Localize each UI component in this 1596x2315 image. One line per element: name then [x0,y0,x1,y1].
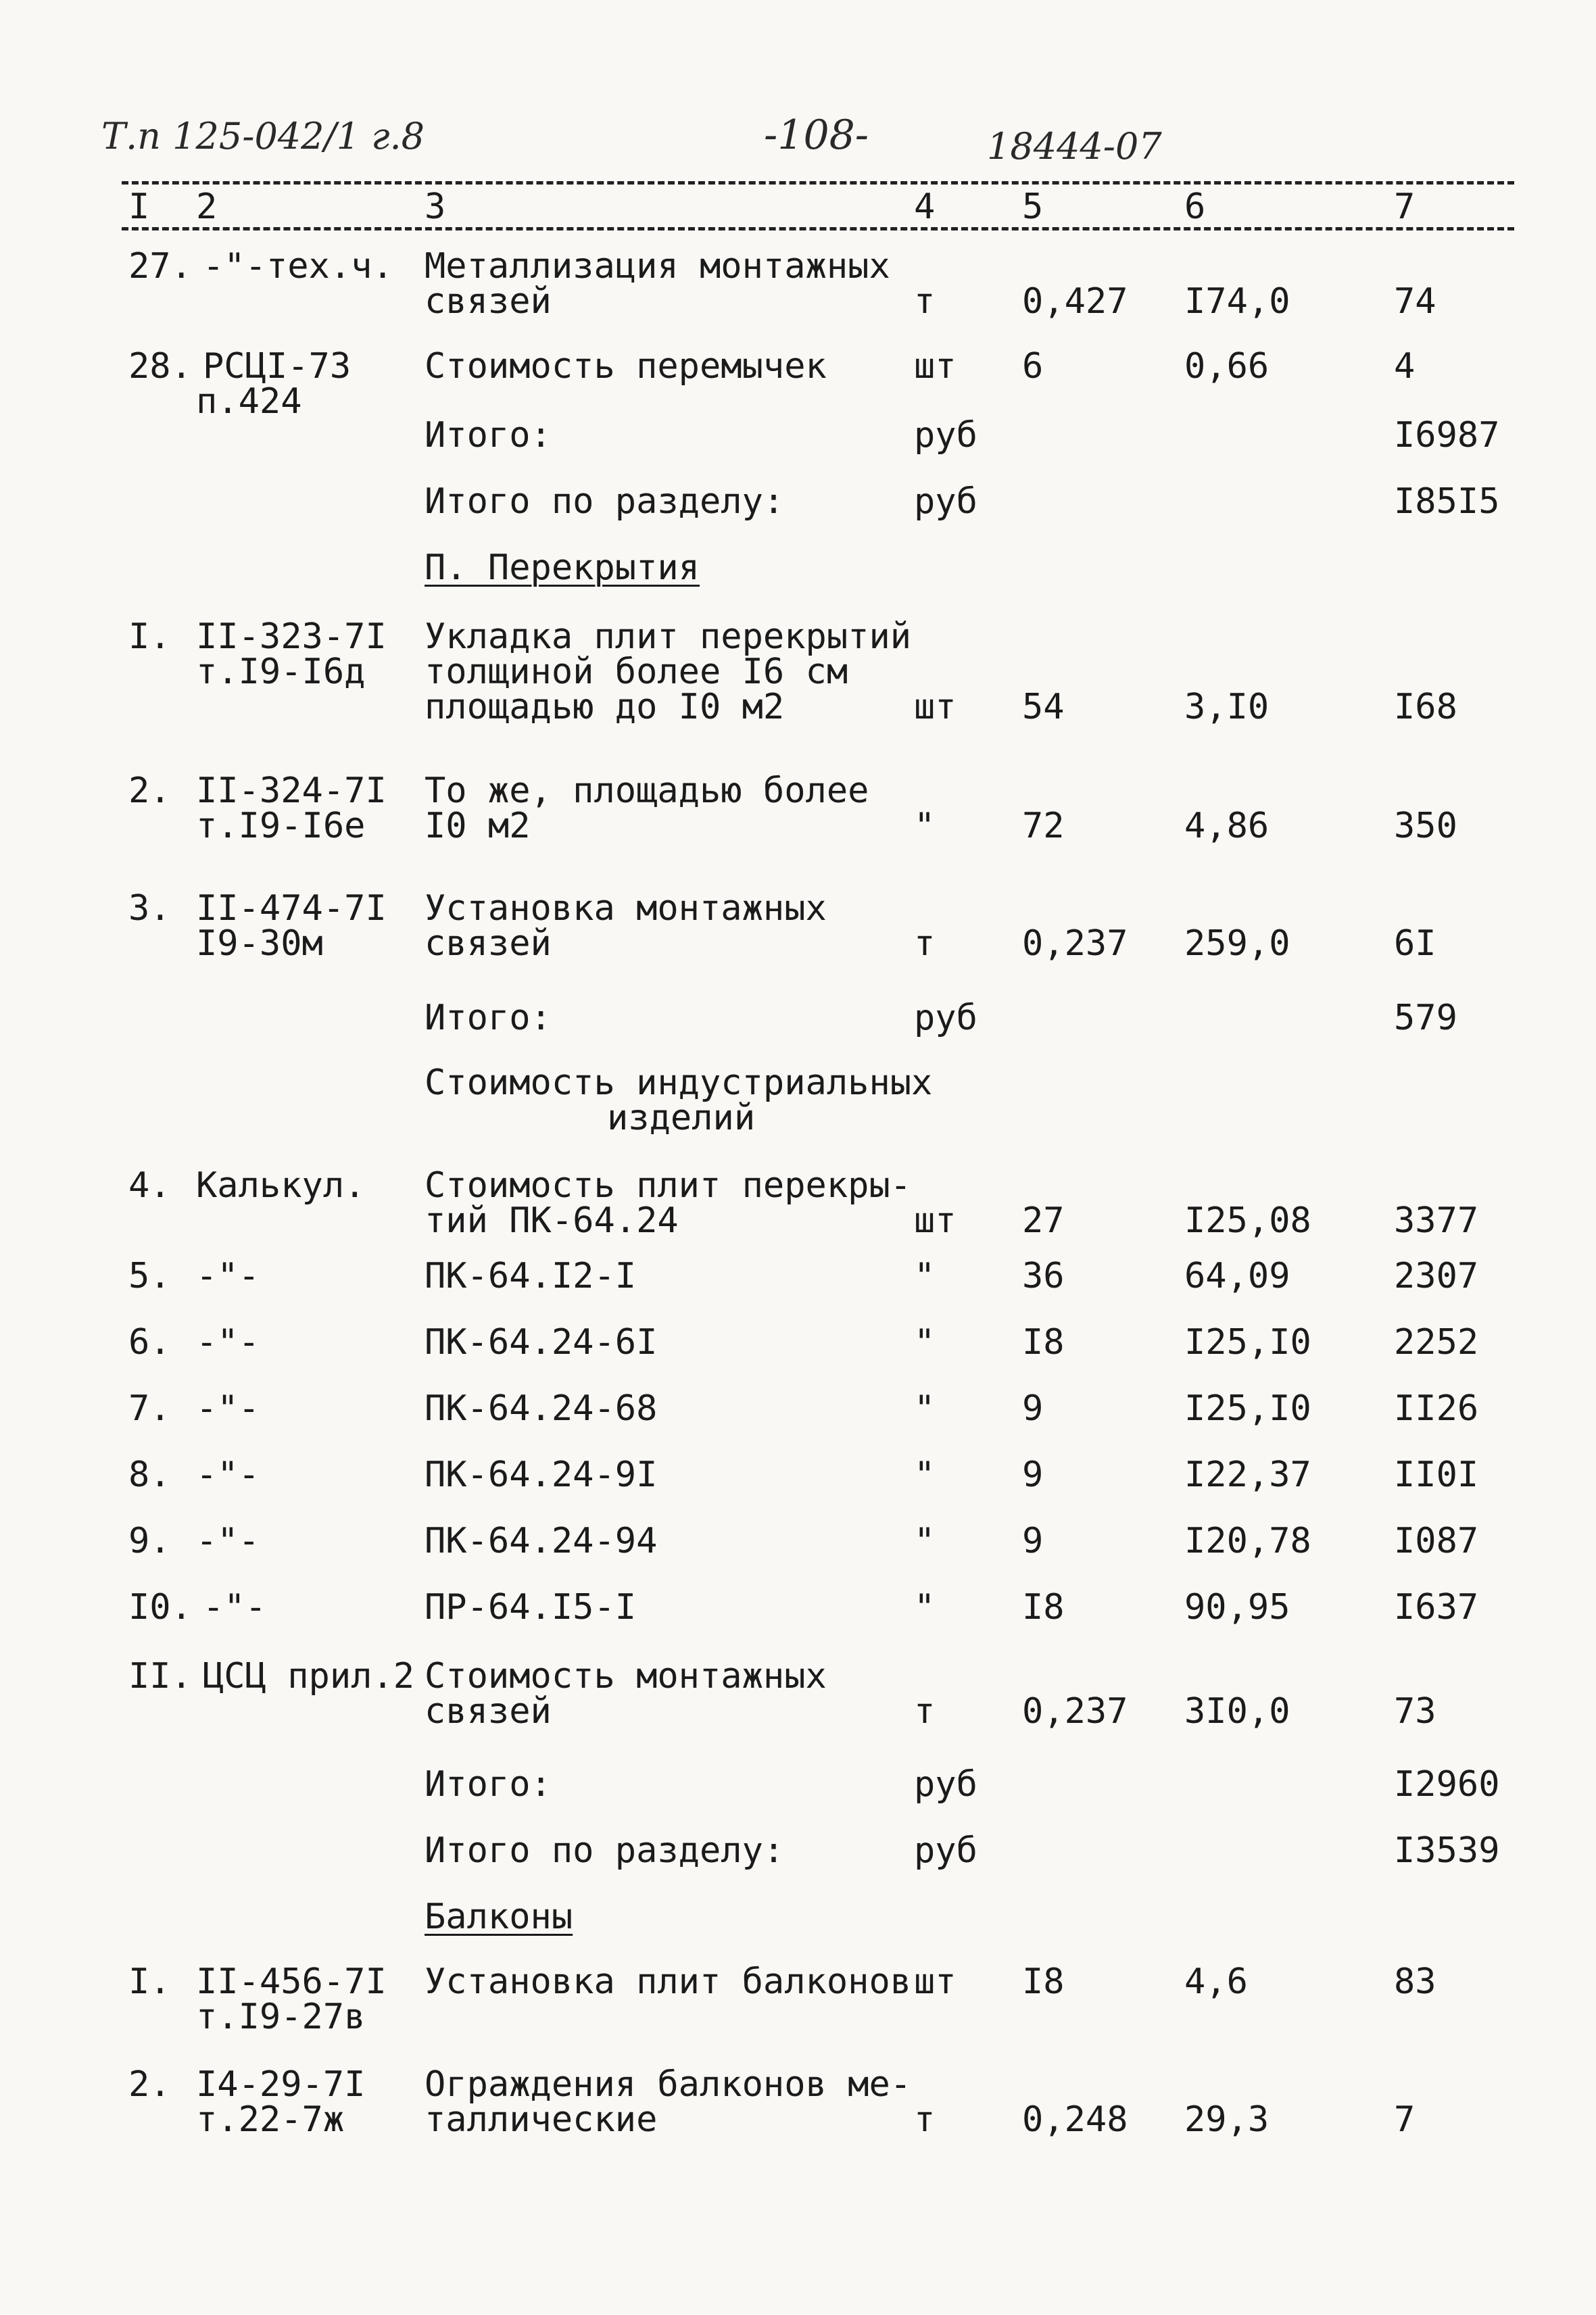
unit-price: I74,0 [1184,281,1290,322]
norm-code: -"- [203,1587,266,1628]
total-cost: II0I [1394,1455,1479,1495]
norm-code: т.I9-I6д [196,652,366,692]
item-description: Установка монтажных [425,888,827,929]
quantity: 36 [1022,1256,1065,1296]
unit-price: 3I0,0 [1184,1691,1290,1732]
item-description: Укладка плит перекрытий [425,616,912,657]
norm-code: -"-тех.ч. [203,246,393,287]
row-number: 27. [128,246,192,287]
row-number: I. [128,1961,171,2002]
item-description: Стоимость перемычек [425,346,827,387]
total-cost: 6I [1394,923,1436,964]
table-top-rule [122,181,1514,185]
item-description: То же, площадью более [425,771,869,811]
unit: " [914,1587,936,1628]
total-cost: I637 [1394,1587,1479,1628]
norm-code: II-474-7I [196,888,387,929]
column-header-5: 5 [1022,187,1044,227]
item-description: связей [425,1691,552,1732]
unit-price: I20,78 [1184,1521,1311,1561]
total-cost: 579 [1394,998,1457,1038]
norm-code: II-323-7I [196,616,387,657]
unit-price: 4,6 [1184,1961,1248,2002]
unit-price: I25,I0 [1184,1388,1311,1429]
item-description: площадью до I0 м2 [425,687,785,727]
total-cost: 4 [1394,346,1416,387]
item-description: I0 м2 [425,806,531,846]
item-description: ПК-64.24-68 [425,1388,658,1429]
unit-price: 259,0 [1184,923,1290,964]
item-description: Стоимость монтажных [425,1656,827,1697]
unit: шт [914,1961,957,2002]
row-number: 5. [128,1256,171,1296]
unit-price: I25,08 [1184,1200,1311,1241]
item-description: ПР-64.I5-I [425,1587,637,1628]
item-description: Стоимость плит перекры- [425,1165,912,1206]
page-number: -108- [764,112,869,159]
norm-code: РСЦI-73 [203,346,352,387]
row-number: 3. [128,888,171,929]
unit: шт [914,687,957,727]
unit-price: I25,I0 [1184,1322,1311,1363]
total-cost: I3539 [1394,1830,1500,1871]
quantity: 6 [1022,346,1044,387]
unit-price: I22,37 [1184,1455,1311,1495]
column-header-4: 4 [914,187,936,227]
total-cost: 74 [1394,281,1436,322]
unit-price: 0,66 [1184,346,1269,387]
row-number: 6. [128,1322,171,1363]
item-description: Итого: [425,415,552,456]
quantity: 9 [1022,1521,1044,1561]
column-header-6: 6 [1184,187,1206,227]
quantity: 0,427 [1022,281,1128,322]
norm-code: -"- [196,1256,260,1296]
quantity: 72 [1022,806,1065,846]
quantity: I8 [1022,1322,1065,1363]
total-cost: 83 [1394,1961,1436,2002]
column-header-1: I [128,187,150,227]
unit-price: 90,95 [1184,1587,1290,1628]
unit: т [914,2099,936,2140]
row-number: I. [128,616,171,657]
item-description: ПК-64.24-94 [425,1521,658,1561]
column-header-3: 3 [425,187,446,227]
total-cost: I2960 [1394,1764,1500,1805]
unit: " [914,1322,936,1363]
unit-price: 3,I0 [1184,687,1269,727]
document-reference: Т.п 125-042/1 г.8 [101,115,425,157]
column-header-7: 7 [1394,187,1416,227]
norm-code: II-456-7I [196,1961,387,2002]
unit-price: 4,86 [1184,806,1269,846]
unit-price: 64,09 [1184,1256,1290,1296]
row-number: 2. [128,771,171,811]
quantity: 9 [1022,1388,1044,1429]
unit: руб [914,415,977,456]
item-description: ПК-64.I2-I [425,1256,637,1296]
quantity: 54 [1022,687,1065,727]
item-description: Итого: [425,1764,552,1805]
row-number: 2. [128,2064,171,2105]
norm-code: -"- [196,1521,260,1561]
unit: т [914,923,936,964]
unit: " [914,1455,936,1495]
unit-price: 29,3 [1184,2099,1269,2140]
quantity: 0,237 [1022,1691,1128,1732]
total-cost: I68 [1394,687,1457,727]
quantity: 0,248 [1022,2099,1128,2140]
row-number: 4. [128,1165,171,1206]
unit: шт [914,346,957,387]
row-number: II. [128,1656,192,1697]
norm-code: п.424 [196,381,302,422]
unit: руб [914,998,977,1038]
total-cost: 2252 [1394,1322,1479,1363]
norm-code: т.I9-27в [196,1997,366,2037]
item-description: связей [425,281,552,322]
norm-code: т.22-7ж [196,2099,345,2140]
unit: " [914,1388,936,1429]
item-description: ПК-64.24-9I [425,1455,658,1495]
total-cost: II26 [1394,1388,1479,1429]
total-cost: I85I5 [1394,481,1500,522]
unit: руб [914,481,977,522]
quantity: 9 [1022,1455,1044,1495]
total-cost: 350 [1394,806,1457,846]
quantity: I8 [1022,1587,1065,1628]
norm-code: II-324-7I [196,771,387,811]
archive-number: 18444-07 [987,125,1162,168]
item-description: таллические [425,2099,658,2140]
unit: " [914,806,936,846]
norm-code: I4-29-7I [196,2064,366,2105]
total-cost: 7 [1394,2099,1416,2140]
item-description: П. Перекрытия [425,547,700,588]
total-cost: 2307 [1394,1256,1479,1296]
quantity: I8 [1022,1961,1065,2002]
norm-code: Калькул. [196,1165,366,1206]
quantity: 27 [1022,1200,1065,1241]
total-cost: I087 [1394,1521,1479,1561]
item-description: Ограждения балконов ме- [425,2064,912,2105]
unit: " [914,1256,936,1296]
item-description: Балконы [425,1897,573,1937]
norm-code: I9-30м [196,923,323,964]
item-description: Металлизация монтажных [425,246,890,287]
column-header-2: 2 [196,187,218,227]
unit: руб [914,1830,977,1871]
item-description: связей [425,923,552,964]
total-cost: 73 [1394,1691,1436,1732]
norm-code: -"- [196,1322,260,1363]
quantity: 0,237 [1022,923,1128,964]
unit: т [914,1691,936,1732]
norm-code: т.I9-I6е [196,806,366,846]
total-cost: I6987 [1394,415,1500,456]
row-number: 7. [128,1388,171,1429]
row-number: 8. [128,1455,171,1495]
item-description: Итого по разделу: [425,481,785,522]
item-description: изделий [607,1098,756,1138]
row-number: 9. [128,1521,171,1561]
norm-code: ЦСЦ прил.2 [203,1656,415,1697]
header-bottom-rule [122,227,1514,230]
unit: " [914,1521,936,1561]
norm-code: -"- [196,1388,260,1429]
row-number: 28. [128,346,192,387]
item-description: толщиной более I6 см [425,652,848,692]
unit: т [914,281,936,322]
item-description: тий ПК-64.24 [425,1200,679,1241]
item-description: Итого по разделу: [425,1830,785,1871]
norm-code: -"- [196,1455,260,1495]
item-description: Итого: [425,998,552,1038]
item-description: ПК-64.24-6I [425,1322,658,1363]
item-description: Стоимость индустриальных [425,1063,933,1103]
row-number: I0. [128,1587,192,1628]
item-description: Установка плит балконов [425,1961,912,2002]
unit: руб [914,1764,977,1805]
unit: шт [914,1200,957,1241]
total-cost: 3377 [1394,1200,1479,1241]
